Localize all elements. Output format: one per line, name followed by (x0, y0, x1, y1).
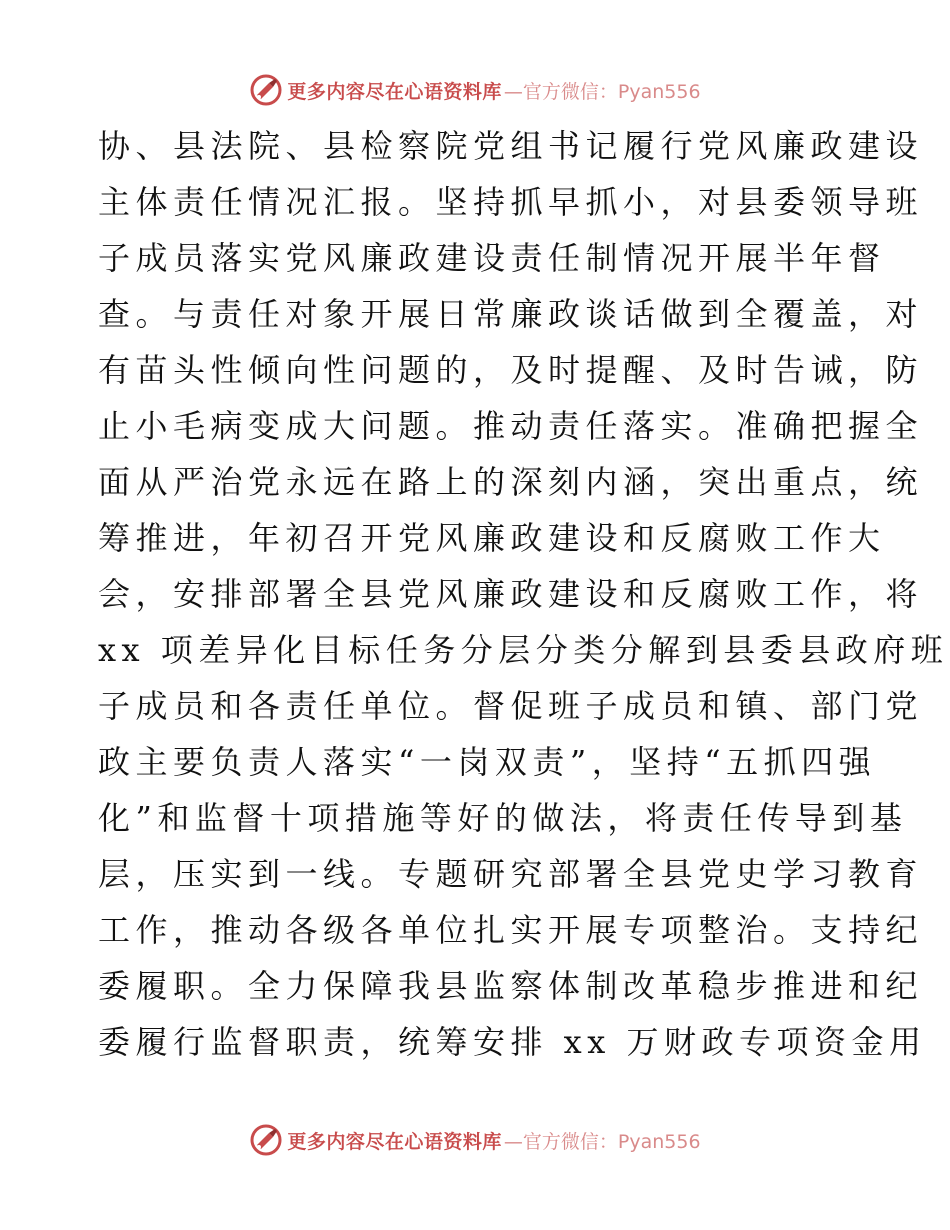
pen-logo-icon (249, 1123, 283, 1157)
text-line: xx 项差异化目标任务分层分类分解到县委县政府班 (98, 631, 949, 669)
text-line: 委履行监督职责，统筹安排 xx 万财政专项资金用 (98, 1023, 927, 1061)
text-line: 主体责任情况汇报。坚持抓早抓小，对县委领导班 (98, 183, 924, 221)
text-line: 面从严治党永远在路上的深刻内涵，突出重点，统 (98, 463, 924, 501)
watermark-main-text: 更多内容尽在心语资料库 (287, 1130, 502, 1153)
text-line: 查。与责任对象开展日常廉政谈话做到全覆盖，对 (98, 295, 924, 333)
header-watermark (0, 70, 950, 110)
text-line: 委履职。全力保障我县监察体制改革稳步推进和纪 (98, 967, 924, 1005)
watermark-main-text: 更多内容尽在心语资料库 (287, 80, 502, 103)
text-line: 化”和监督十项措施等好的做法，将责任传导到基 (98, 799, 908, 837)
body-text (98, 118, 949, 1070)
text-line: 会，安排部署全县党风廉政建设和反腐败工作，将 (98, 575, 924, 613)
watermark-sub-text: —官方微信：Pyan556 (503, 1130, 701, 1153)
text-line: 有苗头性倾向性问题的，及时提醒、及时告诫，防 (98, 351, 924, 389)
text-line: 子成员和各责任单位。督促班子成员和镇、部门党 (98, 687, 924, 725)
text-line: 子成员落实党风廉政建设责任制情况开展半年督 (98, 239, 886, 277)
text-line: 协、县法院、县检察院党组书记履行党风廉政建设 (98, 127, 924, 165)
pen-logo-icon (249, 73, 283, 107)
text-line: 止小毛病变成大问题。推动责任落实。准确把握全 (98, 407, 924, 445)
text-line: 工作，推动各级各单位扎实开展专项整治。支持纪 (98, 911, 924, 949)
watermark-sub-text: —官方微信：Pyan556 (503, 80, 701, 103)
footer-watermark (0, 1120, 950, 1160)
text-line: 层，压实到一线。专题研究部署全县党史学习教育 (98, 855, 924, 893)
text-line: 筹推进，年初召开党风廉政建设和反腐败工作大 (98, 519, 886, 557)
text-line: 政主要负责人落实“一岗双责”，坚持“五抓四强 (98, 743, 877, 781)
